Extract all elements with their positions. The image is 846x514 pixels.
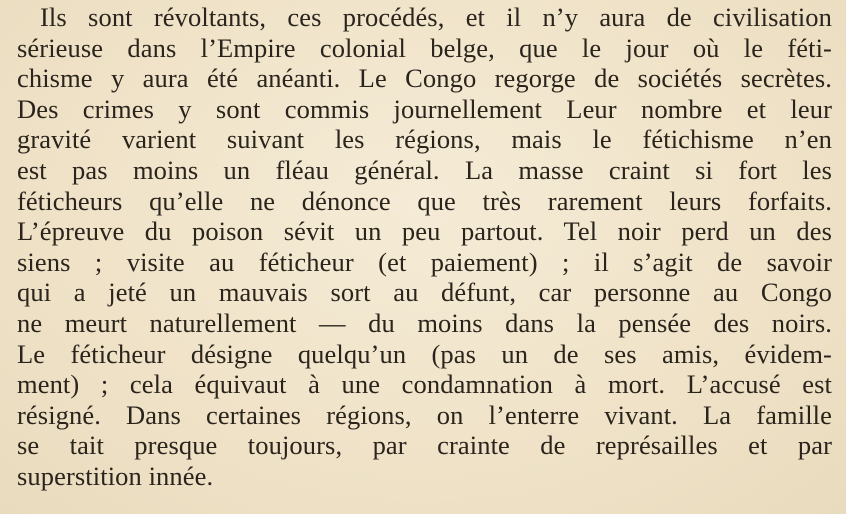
text-line: se tait presque toujours, par crainte de représailles et par xyxy=(17,430,832,461)
text-line: gravité varient suivant les régions, mais le fétichisme n’en xyxy=(17,124,832,155)
text-line: siens ; visite au féticheur (et paiement) ; il s’agit de savoir xyxy=(17,246,832,277)
text-line: Des crimes y sont commis journellement Leur nombre et leur xyxy=(17,93,832,124)
text-line: ne meurt naturellement — du moins dans la pensée des noirs. xyxy=(17,307,832,338)
text-line: Le féticheur désigne quelqu’un (pas un de ses amis, évidem- xyxy=(17,338,832,369)
text-line: chisme y aura été anéanti. Le Congo regorge de sociétés secrètes. xyxy=(17,63,832,94)
paragraph xyxy=(17,2,832,492)
text-line: féticheurs qu’elle ne dénonce que très rarement leurs forfaits. xyxy=(17,185,832,216)
text-line: est pas moins un fléau général. La masse craint si fort les xyxy=(17,154,832,185)
text-line: résigné. Dans certaines régions, on l’enterre vivant. La famille xyxy=(17,399,832,430)
text-line: superstition innée. xyxy=(17,460,214,491)
text-line: Ils sont révoltants, ces procédés, et il n’y aura de civilisation xyxy=(40,2,832,32)
text-line: qui a jeté un mauvais sort au défunt, car personne au Congo xyxy=(17,277,832,308)
text-line: L’épreuve du poison sévit un peu partout. Tel noir perd un des xyxy=(17,216,832,247)
text-line: ment) ; cela équivaut à une condamnation à mort. L’accusé est xyxy=(17,369,832,400)
text-line: sérieuse dans l’Empire colonial belge, que le jour où le féti- xyxy=(17,32,832,63)
